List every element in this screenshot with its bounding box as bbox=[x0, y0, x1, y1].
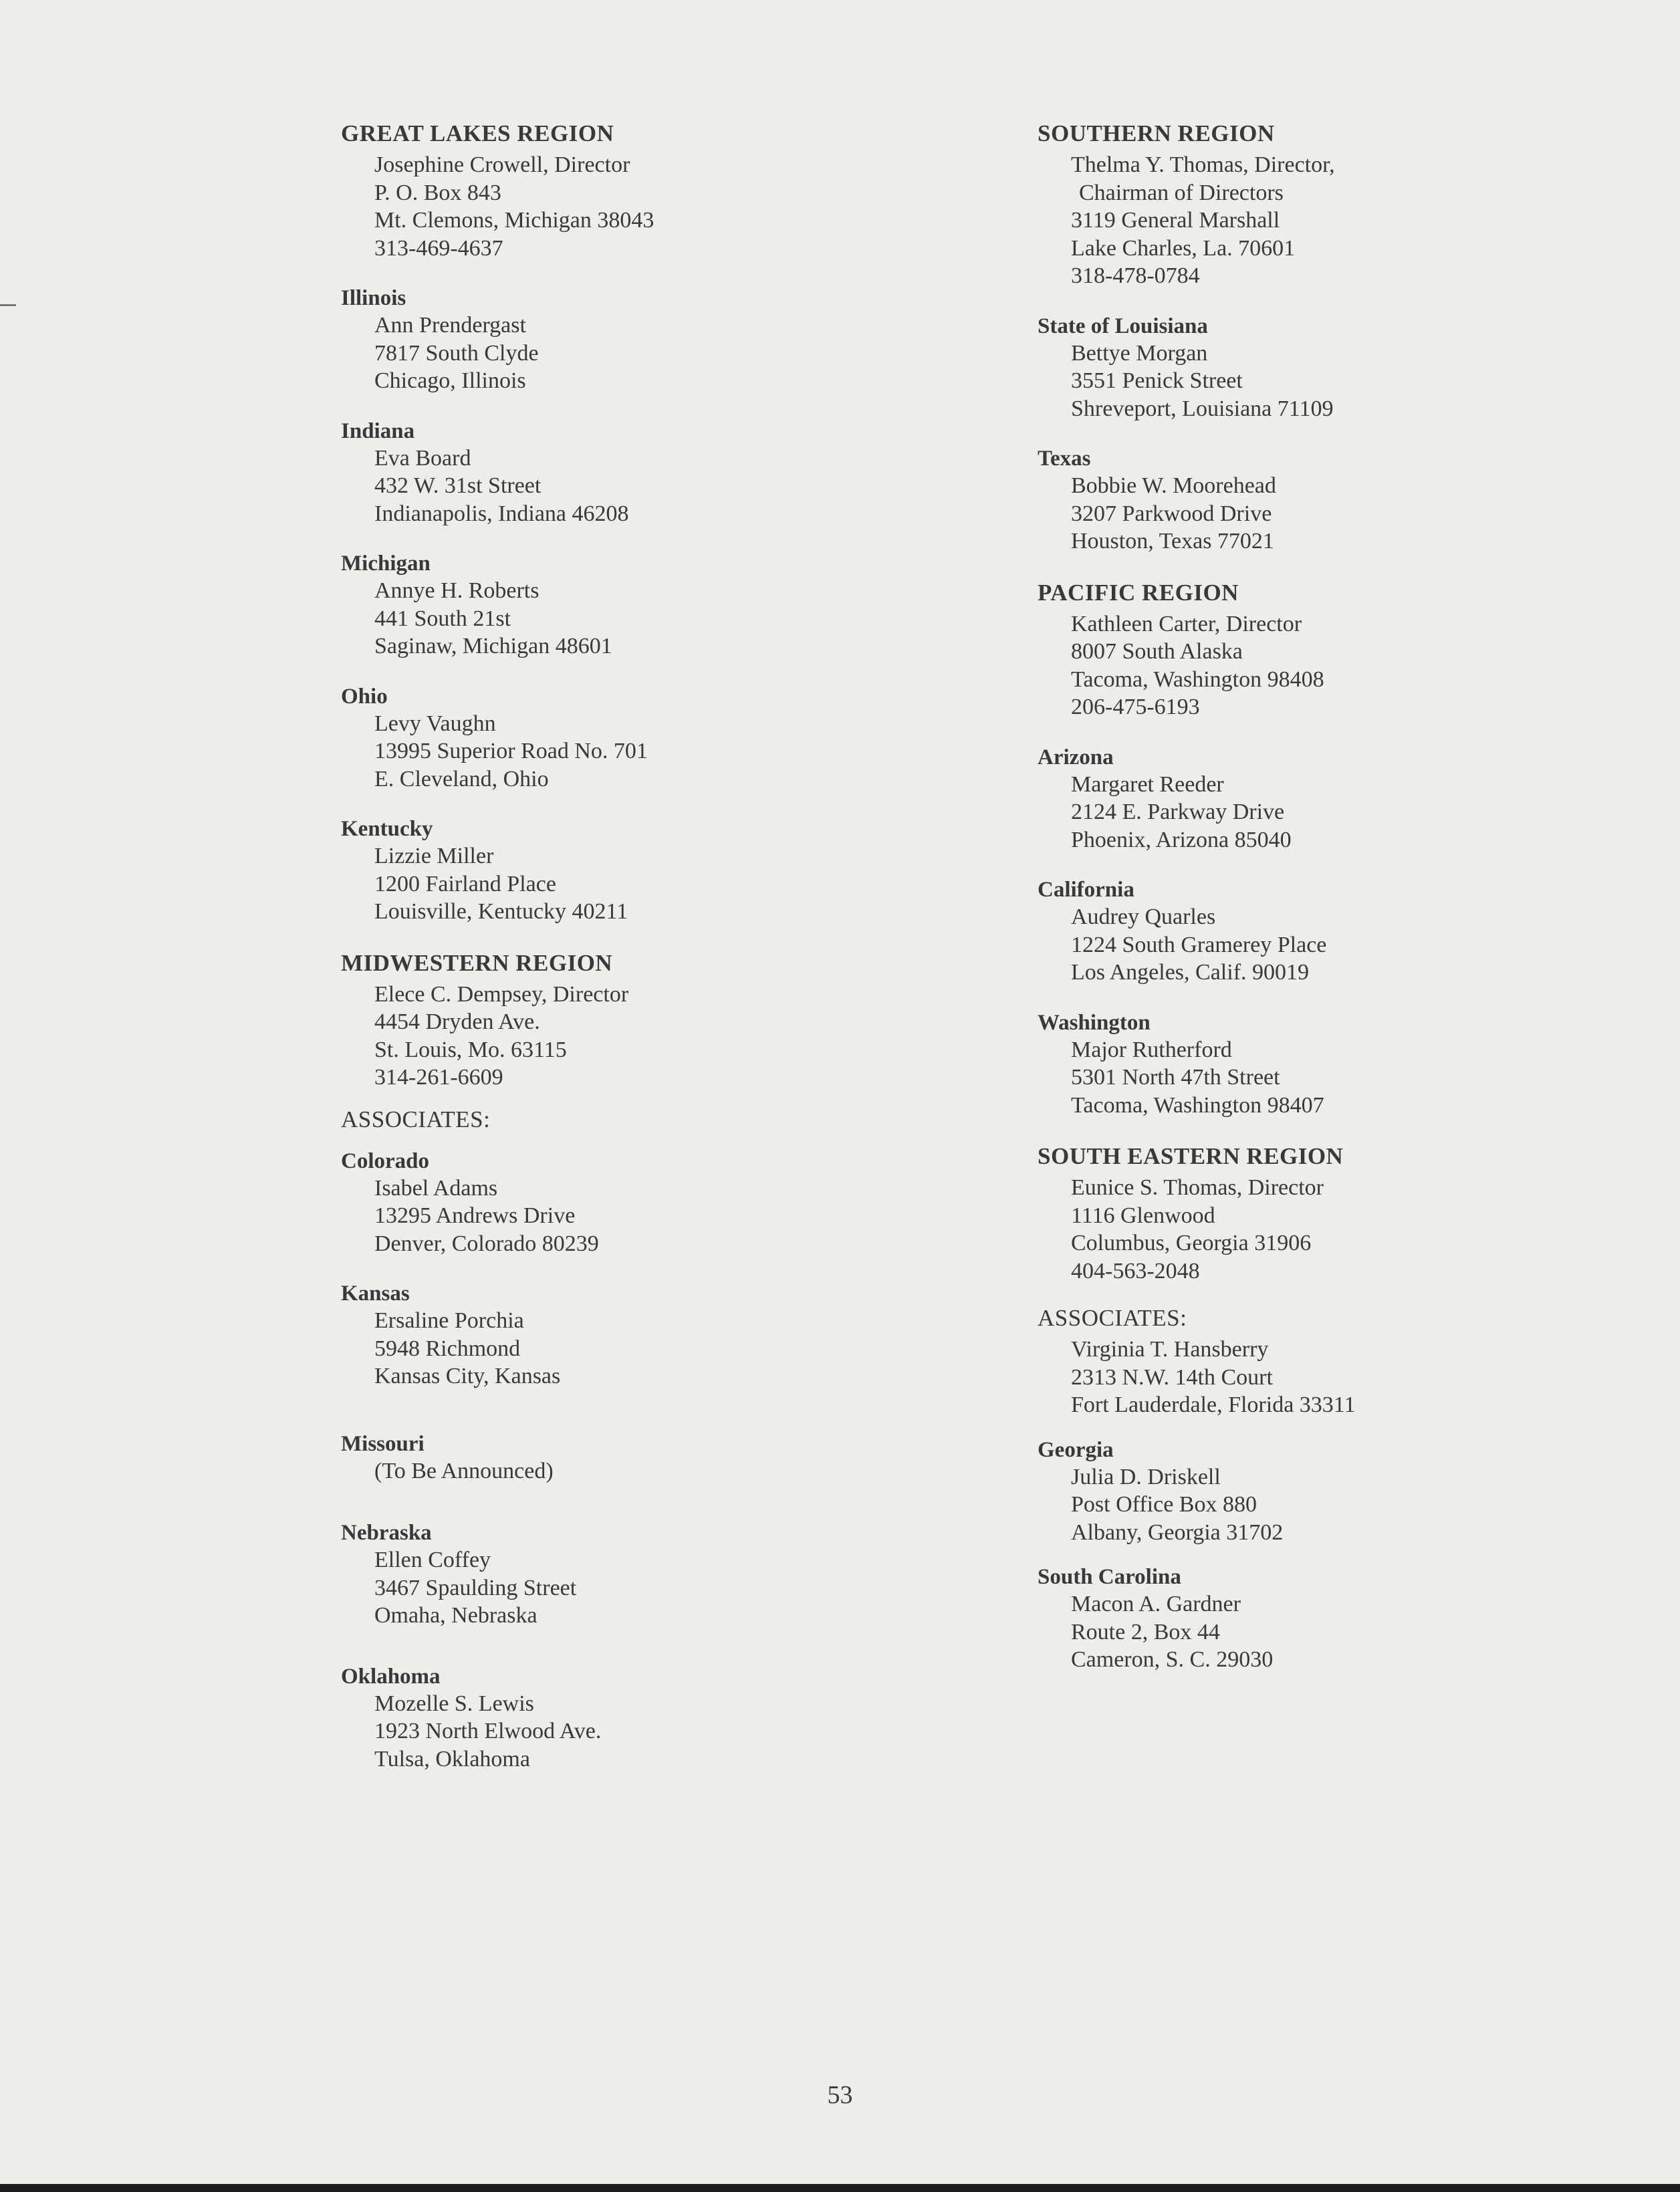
state-block bbox=[1038, 1009, 1612, 1120]
state-block bbox=[341, 1148, 1009, 1258]
address-line: Major Rutherford bbox=[1071, 1037, 1232, 1062]
address-lines bbox=[1038, 1590, 1612, 1674]
address-line: Lake Charles, La. 70601 bbox=[1071, 235, 1296, 261]
address-lines bbox=[1038, 1463, 1612, 1547]
address-lines bbox=[341, 1546, 1009, 1630]
state-heading: State of Louisiana bbox=[1038, 314, 1208, 338]
address-line: Josephine Crowell, Director bbox=[374, 152, 630, 177]
state-block bbox=[1038, 744, 1612, 854]
address-line: Louisville, Kentucky 40211 bbox=[374, 899, 628, 924]
state-heading: Missouri bbox=[341, 1431, 425, 1456]
address-line: Albany, Georgia 31702 bbox=[1071, 1519, 1284, 1545]
state-heading: Illinois bbox=[341, 286, 406, 310]
address-line: Fort Lauderdale, Florida 33311 bbox=[1071, 1392, 1356, 1417]
address-line: 1923 North Elwood Ave. bbox=[374, 1719, 602, 1743]
region-heading: PACIFIC REGION bbox=[1038, 579, 1239, 606]
region-block bbox=[341, 119, 1009, 262]
region-heading: GREAT LAKES REGION bbox=[341, 120, 614, 146]
state-block bbox=[341, 285, 1009, 395]
address-line: 7817 South Clyde bbox=[374, 340, 539, 366]
address-lines bbox=[1038, 771, 1612, 854]
address-line: Cameron, S. C. 29030 bbox=[1071, 1647, 1274, 1672]
address-line: Thelma Y. Thomas, Director, bbox=[1071, 152, 1335, 177]
address-line: 318-478-0784 bbox=[1071, 263, 1200, 288]
region-block bbox=[1038, 1142, 1612, 1285]
address-lines bbox=[1038, 610, 1612, 721]
address-line: Isabel Adams bbox=[374, 1175, 498, 1201]
associates-heading: ASSOCIATES: bbox=[341, 1106, 491, 1132]
address-line: Columbus, Georgia 31906 bbox=[1071, 1231, 1312, 1255]
region-block bbox=[341, 949, 1009, 1092]
region-heading: SOUTHERN REGION bbox=[1038, 120, 1275, 146]
address-lines bbox=[1038, 903, 1612, 987]
state-heading: Nebraska bbox=[341, 1521, 432, 1545]
address-line: 3467 Spaulding Street bbox=[374, 1575, 577, 1600]
address-line: Ann Prendergast bbox=[374, 313, 526, 338]
address-line: Julia D. Driskell bbox=[1071, 1464, 1221, 1489]
scan-bottom-edge bbox=[0, 2184, 1680, 2192]
address-lines bbox=[341, 312, 1009, 395]
address-line: 3551 Penick Street bbox=[1071, 368, 1243, 393]
address-line: Margaret Reeder bbox=[1071, 771, 1224, 797]
address-line: Denver, Colorado 80239 bbox=[374, 1231, 599, 1256]
state-block bbox=[1038, 445, 1612, 556]
address-line: 441 South 21st bbox=[374, 606, 511, 631]
address-line: Kansas City, Kansas bbox=[374, 1364, 561, 1388]
page-number: 53 bbox=[827, 2081, 853, 2109]
region-block bbox=[1038, 578, 1612, 721]
address-line: Ersaline Porchia bbox=[374, 1308, 524, 1333]
address-line: Saginaw, Michigan 48601 bbox=[374, 634, 612, 658]
address-line: 1116 Glenwood bbox=[1071, 1203, 1215, 1228]
state-heading: Michigan bbox=[341, 552, 431, 576]
address-line: Chicago, Illinois bbox=[374, 368, 526, 393]
address-line: Ellen Coffey bbox=[374, 1548, 491, 1572]
address-line: Elece C. Dempsey, Director bbox=[374, 981, 629, 1007]
address-line: Tacoma, Washington 98407 bbox=[1071, 1092, 1324, 1118]
address-lines bbox=[1038, 1036, 1612, 1120]
state-block bbox=[1038, 1437, 1612, 1547]
address-line: Route 2, Box 44 bbox=[1071, 1619, 1220, 1645]
associates-heading: ASSOCIATES: bbox=[1038, 1305, 1187, 1331]
state-heading: South Carolina bbox=[1038, 1565, 1181, 1589]
address-line: Post Office Box 880 bbox=[1071, 1492, 1257, 1517]
address-line: 1224 South Gramerey Place bbox=[1071, 932, 1327, 957]
state-heading: Kentucky bbox=[341, 817, 433, 841]
state-heading: Georgia bbox=[1038, 1437, 1114, 1462]
scan-edge-mark bbox=[0, 304, 16, 306]
address-lines bbox=[341, 445, 1009, 528]
address-line: 3207 Parkwood Drive bbox=[1071, 501, 1272, 526]
address-line: 13995 Superior Road No. 701 bbox=[374, 739, 648, 763]
state-heading: California bbox=[1038, 878, 1134, 902]
address-lines bbox=[1038, 151, 1612, 290]
state-heading: Washington bbox=[1038, 1010, 1151, 1035]
address-line: 3119 General Marshall bbox=[1071, 208, 1280, 233]
state-heading: Indiana bbox=[341, 418, 415, 443]
address-line: Eunice S. Thomas, Director bbox=[1071, 1175, 1324, 1200]
address-line: Mt. Clemons, Michigan 38043 bbox=[374, 208, 654, 233]
address-line: E. Cleveland, Ohio bbox=[374, 766, 549, 791]
state-block bbox=[341, 550, 1009, 660]
address-lines bbox=[341, 981, 1009, 1092]
state-block bbox=[341, 816, 1009, 926]
address-line: Tacoma, Washington 98408 bbox=[1071, 666, 1324, 692]
address-line: 2313 N.W. 14th Court bbox=[1071, 1364, 1273, 1390]
left-column bbox=[341, 119, 1009, 1773]
address-lines bbox=[341, 1175, 1009, 1258]
address-line: Bobbie W. Moorehead bbox=[1071, 473, 1276, 498]
address-line: Omaha, Nebraska bbox=[374, 1603, 537, 1628]
state-heading: Kansas bbox=[341, 1282, 410, 1306]
state-block bbox=[1038, 313, 1612, 423]
address-line: Phoenix, Arizona 85040 bbox=[1071, 827, 1292, 852]
address-line: Annye H. Roberts bbox=[374, 578, 539, 603]
region-heading: SOUTH EASTERN REGION bbox=[1038, 1143, 1344, 1169]
state-heading: Oklahoma bbox=[341, 1664, 441, 1689]
address-line: 5948 Richmond bbox=[374, 1336, 521, 1361]
address-lines bbox=[341, 1457, 1009, 1485]
address-lines bbox=[341, 577, 1009, 660]
state-block bbox=[341, 1431, 1009, 1485]
state-block bbox=[1038, 876, 1612, 987]
address-line: 1200 Fairland Place bbox=[374, 871, 556, 896]
address-line: Shreveport, Louisiana 71109 bbox=[1071, 396, 1334, 421]
address-line: Tulsa, Oklahoma bbox=[374, 1746, 530, 1772]
state-block bbox=[341, 683, 1009, 794]
address-line: P. O. Box 843 bbox=[374, 180, 501, 205]
address-lines bbox=[1038, 1336, 1612, 1419]
address-line: Bettye Morgan bbox=[1071, 340, 1208, 366]
address-lines bbox=[341, 710, 1009, 794]
address-line: Levy Vaughn bbox=[374, 711, 496, 736]
state-heading: Colorado bbox=[341, 1148, 429, 1173]
address-line: Macon A. Gardner bbox=[1071, 1592, 1241, 1616]
address-line: 432 W. 31st Street bbox=[374, 473, 542, 498]
address-lines bbox=[341, 1690, 1009, 1774]
state-block bbox=[341, 1519, 1009, 1630]
state-block bbox=[341, 1280, 1009, 1390]
address-lines bbox=[1038, 1174, 1612, 1285]
region-block bbox=[1038, 119, 1612, 290]
address-line: 313-469-4637 bbox=[374, 235, 503, 261]
state-heading: Arizona bbox=[1038, 745, 1114, 769]
address-line: 8007 South Alaska bbox=[1071, 639, 1243, 664]
address-lines bbox=[341, 151, 1009, 262]
state-block bbox=[341, 1663, 1009, 1774]
address-line: 404-563-2048 bbox=[1071, 1258, 1200, 1284]
address-line: Houston, Texas 77021 bbox=[1071, 529, 1274, 554]
address-line: 206-475-6193 bbox=[1071, 695, 1200, 719]
state-heading: Ohio bbox=[341, 684, 388, 709]
address-lines bbox=[1038, 472, 1612, 556]
address-lines bbox=[1038, 340, 1612, 423]
state-heading: Texas bbox=[1038, 447, 1091, 471]
address-line: Mozelle S. Lewis bbox=[374, 1691, 534, 1716]
address-lines bbox=[341, 842, 1009, 926]
address-line: 5301 North 47th Street bbox=[1071, 1065, 1280, 1090]
address-line: St. Louis, Mo. 63115 bbox=[374, 1037, 567, 1062]
address-line: Los Angeles, Calif. 90019 bbox=[1071, 960, 1310, 985]
address-line: Eva Board bbox=[374, 445, 471, 471]
address-lines bbox=[341, 1307, 1009, 1390]
address-line: Lizzie Miller bbox=[374, 844, 494, 868]
address-line: Audrey Quarles bbox=[1071, 904, 1216, 929]
associates-block bbox=[1038, 1304, 1612, 1419]
address-line: Virginia T. Hansberry bbox=[1071, 1337, 1269, 1362]
address-line: Indianapolis, Indiana 46208 bbox=[374, 501, 629, 526]
address-line: 314-261-6609 bbox=[374, 1065, 503, 1090]
address-line: Chairman of Directors bbox=[1079, 180, 1284, 205]
address-line: 13295 Andrews Drive bbox=[374, 1203, 576, 1228]
address-line: Kathleen Carter, Director bbox=[1071, 611, 1302, 636]
address-line: 4454 Dryden Ave. bbox=[374, 1009, 540, 1034]
state-block bbox=[1038, 1564, 1612, 1674]
address-line: (To Be Announced) bbox=[374, 1458, 554, 1483]
address-line: 2124 E. Parkway Drive bbox=[1071, 800, 1285, 824]
associates-block bbox=[341, 1105, 1009, 1134]
region-heading: MIDWESTERN REGION bbox=[341, 949, 613, 976]
state-block bbox=[341, 418, 1009, 528]
right-column bbox=[1038, 119, 1612, 1674]
